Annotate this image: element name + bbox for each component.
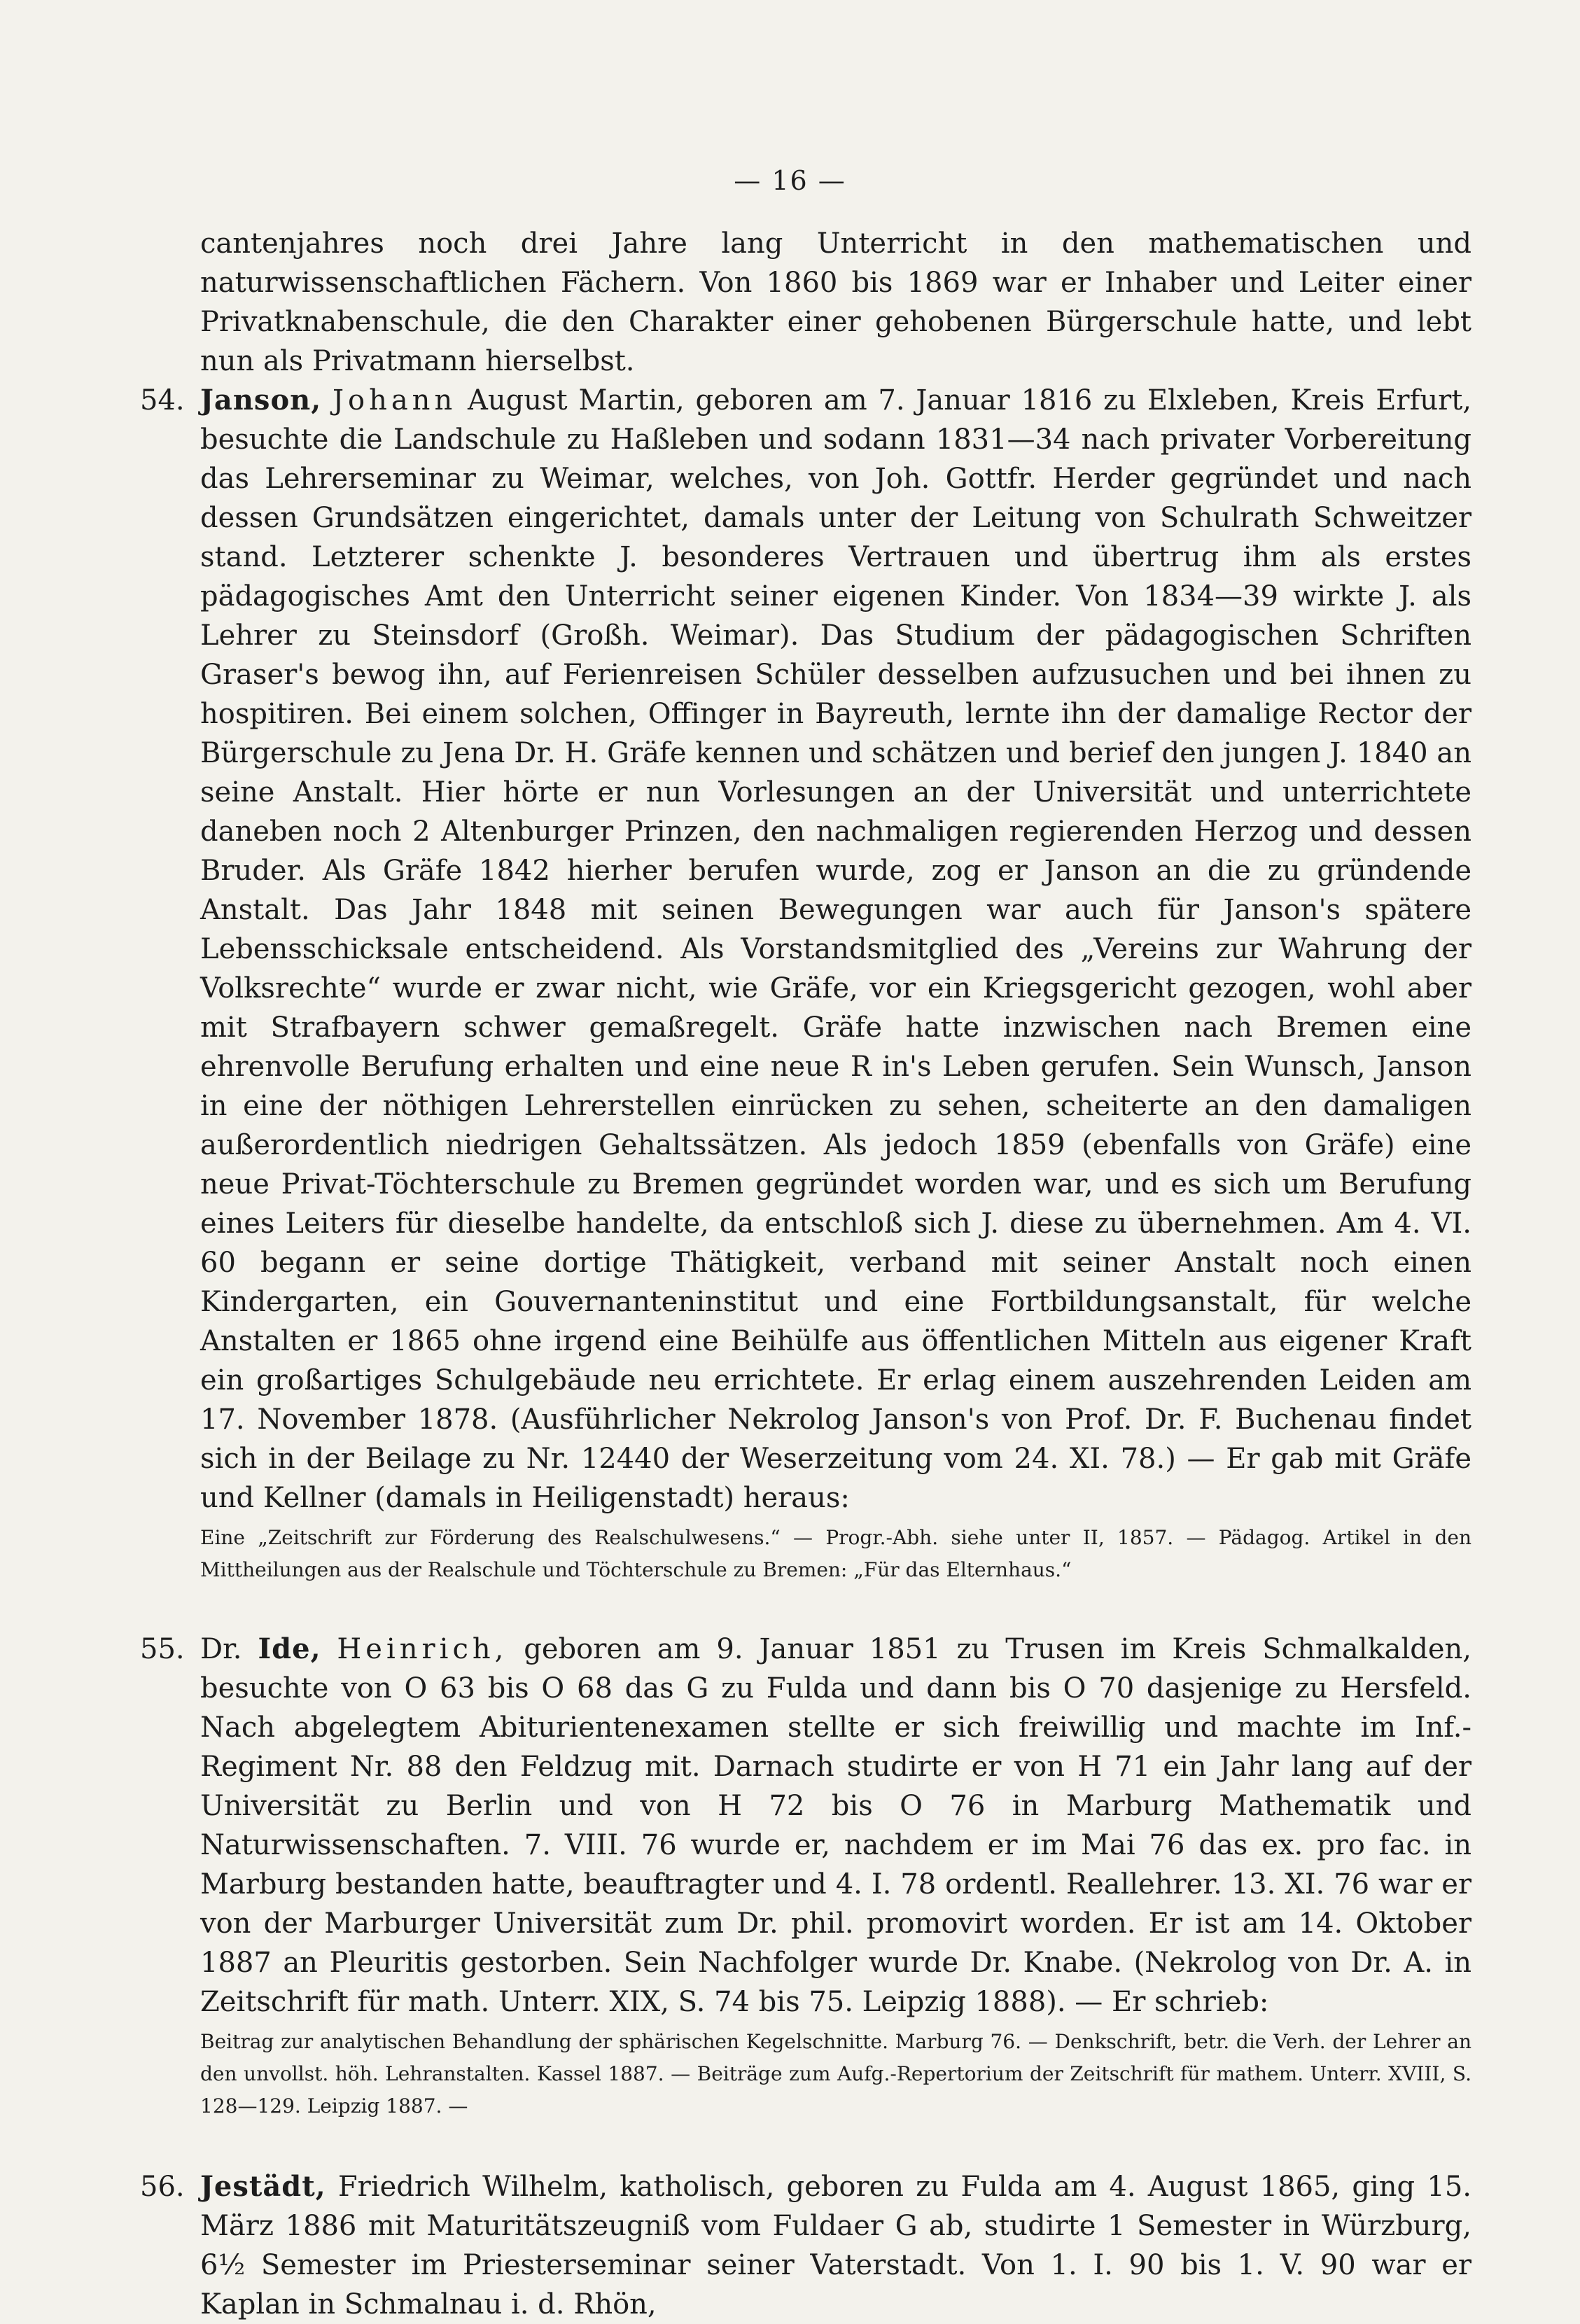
entry-surname: Jestädt, xyxy=(200,2170,326,2203)
entry-text xyxy=(200,381,1471,1518)
entry-surname: Ide, xyxy=(258,1632,321,1665)
document-body xyxy=(140,224,1471,2324)
entry-prefix: Dr. xyxy=(200,1633,242,1665)
entry-body: geboren am 9. Januar 1851 zu Trusen im Kreis Schmalkalden, besuchte von O 63 bis O 68 das G zu Fulda und dann bis O 70 dasjenige zu Hersfeld. Nach abgelegtem Abiturientenexamen stellte er sich freiwillig und machte im Inf.-Regiment Nr. 88 den Feldzug mit. Darnach studirte er von H 71 ein Jahr lang auf der Universität zu Berlin und von H 72 bis O 76 in Marburg Mathematik und Naturwissenschaften. 7. VIII. 76 wurde er, nachdem er im Mai 76 das ex. pro fac. in Marburg bestanden hatte, beauftragter und 4. I. 78 ordentl. Reallehrer. 13. XI. 76 war er von der Marburger Universität zum Dr. phil. promovirt worden. Er ist am 14. Oktober 1887 an Pleuritis gestorben. Sein Nachfolger wurde Dr. Knabe. (Nekrolog von Dr. A. in Zeitschrift für math. Unterr. XIX, S. 74 bis 75. Leipzig 1888). — Er schrieb: xyxy=(200,1633,1471,2018)
entry-bibliography: Eine „Zeitschrift zur Förderung des Realschulwesens.“ — Progr.-Abh. siehe unter II, 1857. — Pädagog. Artikel in den Mittheilungen aus der Realschule und Töchterschule zu Bremen: „Für das Elternhaus.“ xyxy=(200,1526,1471,1581)
entry-body: August Martin, geboren am 7. Januar 1816 zu Elxleben, Kreis Erfurt, besuchte die Landschule zu Haßleben und sodann 1831—34 nach privater Vorbereitung das Lehrerseminar zu Weimar, welches, von Joh. Gottfr. Herder gegründet und nach dessen Grundsätzen eingerichtet, damals unter der Leitung von Schulrath Schweitzer stand. Letzterer schenkte J. besonderes Vertrauen und übertrug ihm als erstes pädagogisches Amt den Unterricht seiner eigenen Kinder. Von 1834—39 wirkte J. als Lehrer zu Steinsdorf (Großh. Weimar). Das Studium der pädagogischen Schriften Graser's bewog ihn, auf Ferienreisen Schüler desselben aufzusuchen und bei ihnen zu hospitiren. Bei einem solchen, Offinger in Bayreuth, lernte ihn der damalige Rector der Bürgerschule zu Jena Dr. H. Gräfe kennen und schätzen und berief den jungen J. 1840 an seine Anstalt. Hier hörte er nun Vorlesungen an der Universität und unterrichtete daneben noch 2 Altenburger Prinzen, den nachmaligen regierenden Herzog und dessen Bruder. Als Gräfe 1842 hierher berufen wurde, zog er Janson an die zu gründende Anstalt. Das Jahr 1848 mit seinen Bewegungen war auch für Janson's spätere Lebensschicksale entscheidend. Als Vorstandsmitglied des „Vereins zur Wahrung der Volksrechte“ wurde er zwar nicht, wie Gräfe, vor ein Kriegsgericht gezogen, wohl aber mit Strafbayern schwer gemaßregelt. Gräfe hatte inzwischen nach Bremen eine ehrenvolle Berufung erhalten und eine neue R in's Leben gerufen. Sein Wunsch, Janson in eine der nöthigen Lehrerstellen einrücken zu sehen, scheiterte an den damaligen außerordentlich niedrigen Gehaltssätzen. Als jedoch 1859 (ebenfalls von Gräfe) eine neue Privat-Töchterschule zu Bremen gegründet worden war, und es sich um Berufung eines Leiters für dieselbe handelte, da entschloß sich J. diese zu übernehmen. Am 4. VI. 60 begann er seine dortige Thätigkeit, verband mit seiner Anstalt noch einen Kindergarten, ein Gouvernanteninstitut und eine Fortbildungsanstalt, für welche Anstalten er 1865 ohne irgend eine Beihülfe aus öffentlichen Mitteln aus eigener Kraft ein großartiges Schulgebäude neu errichtete. Er erlag einem auszehrenden Leiden am 17. November 1878. (Ausführlicher Nekrolog Janson's von Prof. Dr. F. Buchenau findet sich in der Beilage zu Nr. 12440 der Weserzeitung vom 24. XI. 78.) — Er gab mit Gräfe und Kellner (damals in Heiligenstadt) heraus: xyxy=(200,384,1471,1514)
page-number: — 16 — xyxy=(734,165,846,196)
entry-given-name: Johann xyxy=(332,384,457,416)
entry-number: 55. xyxy=(140,1633,185,1665)
entry-surname: Janson, xyxy=(200,384,322,416)
entry-text xyxy=(200,1630,1471,2022)
entry-given-name: Heinrich, xyxy=(337,1633,508,1665)
entry-number: 54. xyxy=(140,384,185,416)
entry-55 xyxy=(140,1630,1471,2122)
entry-bibliography: Beitrag zur analytischen Behandlung der sphärischen Kegelschnitte. Marburg 76. — Denkschrift, betr. die Verh. der Lehrer an den unvollst. höh. Lehranstalten. Kassel 1887. — Beiträge zum Aufg.-Repertorium der Zeitschrift für mathem. Unterr. XVIII, S. 128—129. Leipzig 1887. — xyxy=(200,2030,1471,2118)
entry-56 xyxy=(140,2167,1471,2324)
entry-text xyxy=(200,2167,1471,2324)
entry-54 xyxy=(140,381,1471,1586)
entry-body: Friedrich Wilhelm, katholisch, geboren zu Fulda am 4. August 1865, ging 15. März 1886 mit Maturitätszeugniß vom Fuldaer G ab, studirte 1 Semester in Würzburg, 6½ Semester im Priesterseminar seiner Vaterstadt. Von 1. I. 90 bis 1. V. 90 war er Kaplan in Schmalnau i. d. Rhön, xyxy=(200,2171,1471,2320)
intro-paragraph: cantenjahres noch drei Jahre lang Unterricht in den mathematischen und naturwissenschaftlichen Fächern. Von 1860 bis 1869 war er Inhaber und Leiter einer Privatknabenschule, die den Charakter einer gehobenen Bürgerschule hatte, und lebt nun als Privatmann hierselbst. xyxy=(200,227,1471,377)
entry-number: 56. xyxy=(140,2171,185,2203)
